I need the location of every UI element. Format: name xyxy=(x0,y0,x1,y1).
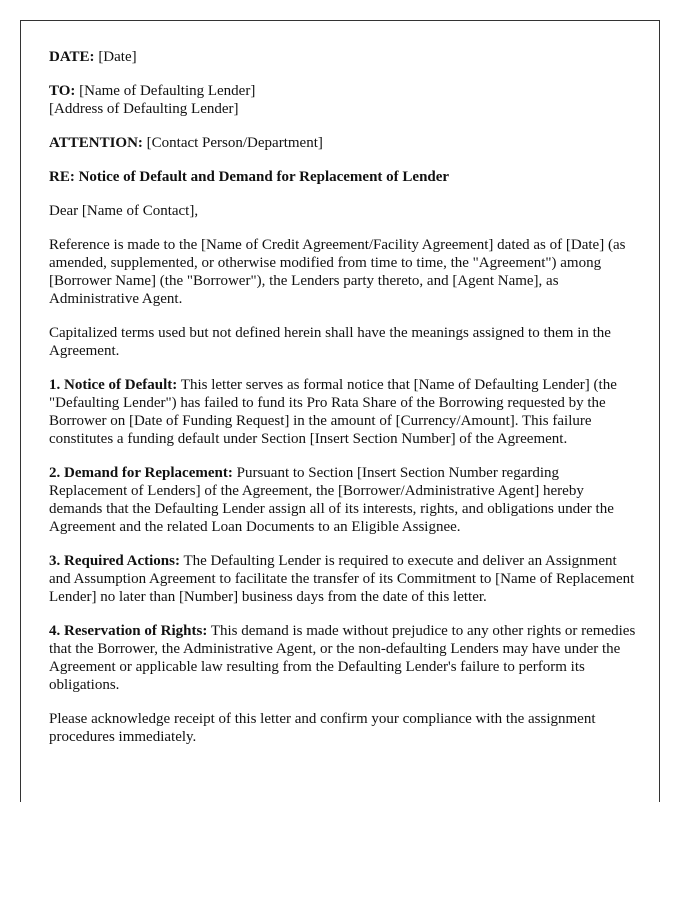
recipient-address: [Address of Defaulting Lender] xyxy=(49,101,239,117)
closing-paragraph: Please acknowledge receipt of this letter and confirm your compliance with the assignment procedures immediately. xyxy=(49,711,596,745)
recipient-name: [Name of Defaulting Lender] xyxy=(79,83,256,99)
definitions-paragraph: Capitalized terms used but not defined herein shall have the meanings assigned to them in the Agreement. xyxy=(49,325,611,359)
section-notice-of-default xyxy=(49,376,639,448)
attention-line xyxy=(49,134,639,152)
section-reservation-of-rights xyxy=(49,622,639,694)
section-heading: 4. Reservation of Rights: xyxy=(49,623,208,639)
letter-page xyxy=(20,20,660,802)
section-heading: 1. Notice of Default: xyxy=(49,377,178,393)
section-heading: 3. Required Actions: xyxy=(49,553,180,569)
letter-body xyxy=(49,48,639,762)
date-line xyxy=(49,48,639,66)
subject-line xyxy=(49,168,639,186)
document-viewport xyxy=(20,20,662,802)
subject-text: RE: Notice of Default and Demand for Replacement of Lender xyxy=(49,169,450,185)
section-heading: 2. Demand for Replacement: xyxy=(49,465,233,481)
attention-value: [Contact Person/Department] xyxy=(146,135,323,151)
section-text: The Defaulting Lender is required to execute and deliver an Assignment and Assumption Agreement to facilitate the transfer of its Commitment to [Name of Replacement Lender] no later than [Number] business days from the date of this letter. xyxy=(49,553,635,605)
section-text: This letter serves as formal notice that [Name of Defaulting Lender] (the "Defaulting Lender") has failed to fund its Pro Rata Share of the Borrowing requested by the Borrower on [Date of Funding Request] in the amount of [Currency/Amount]. This failure constitutes a funding default under Section [Insert Section Number] of the Agreement. xyxy=(49,377,617,447)
salutation: Dear [Name of Contact], xyxy=(49,203,199,219)
section-text: This demand is made without prejudice to any other rights or remedies that the Borrower, the Administrative Agent, or the non-defaulting Lenders may have under the Agreement or applicable law resulting from the Defaulting Lender's failure to perform its obligations. xyxy=(49,623,636,693)
attention-label: ATTENTION: xyxy=(49,135,143,151)
section-required-actions xyxy=(49,552,639,606)
to-block xyxy=(49,82,639,118)
section-text: Pursuant to Section [Insert Section Number regarding Replacement of Lenders] of the Agreement, the [Borrower/Administrative Agent] hereby demands that the Defaulting Lender assign all of its interests, rights, and obligations under the Agreement and the related Loan Documents to an Eligible Assignee. xyxy=(49,465,614,535)
reference-paragraph: Reference is made to the [Name of Credit Agreement/Facility Agreement] dated as of [Date] (as amended, supplemented, or otherwise modified from time to time, the "Agreement") among [Borrower Name] (the "Borrower"), the Lenders party thereto, and [Agent Name], as Administrative Agent. xyxy=(49,237,626,307)
to-label: TO: xyxy=(49,83,76,99)
date-label: DATE: xyxy=(49,49,95,65)
section-demand-for-replacement xyxy=(49,464,639,536)
date-value: [Date] xyxy=(98,49,137,65)
